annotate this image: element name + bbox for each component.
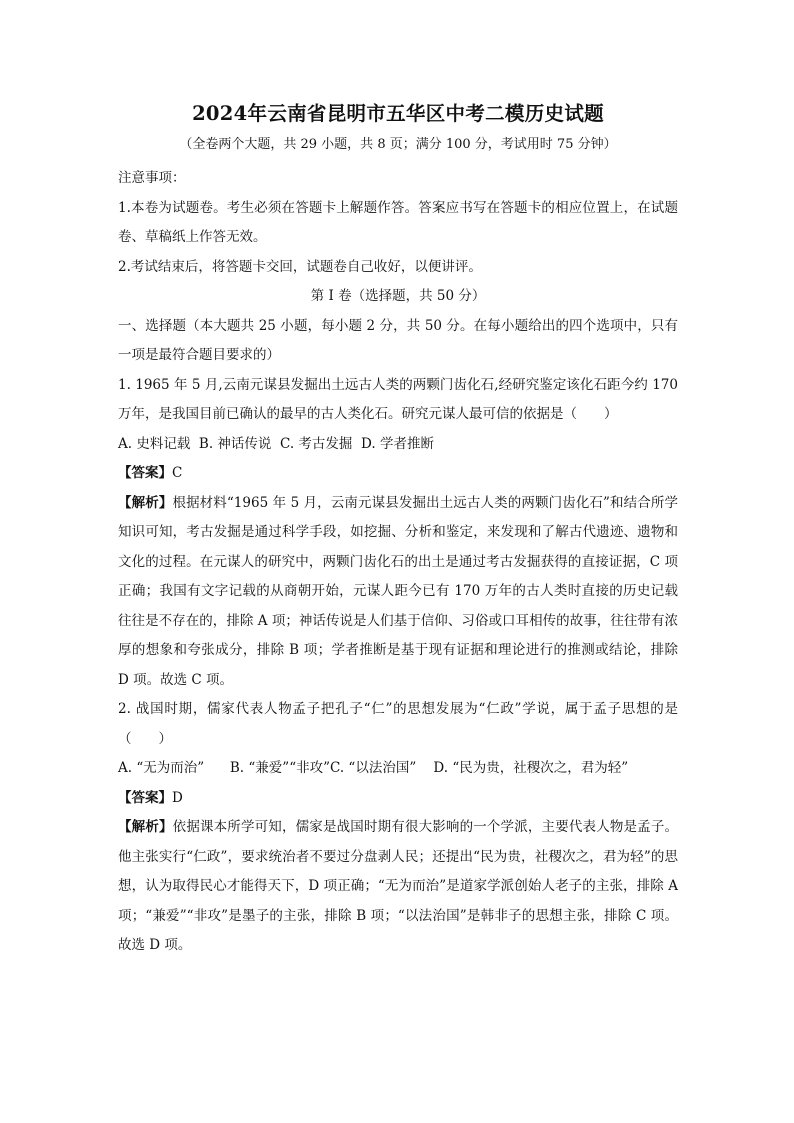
analysis-label: 【解析】	[118, 494, 173, 511]
analysis-block	[118, 489, 678, 696]
answer-label: 【答案】	[118, 465, 172, 481]
analysis-text: 根据材料“1965 年 5 月，云南元谋县发掘出土远古人类的两颗门齿化石”和结合所学知识可知，考古发掘是通过科学手段，如挖掘、分析和鉴定，来发现和了解古代遗迹、遗物和文化的过程。在元谋人的研究中，两颗门齿化石的出土是通过考古发掘获得的直接证据，C 项正确；我国有文字记载的从商朝开始，元谋人距今已有 170 万年的古人类时直接的历史记载往往是不存在的，排除 A 项；神话传说是人们基于信仰、习俗或口耳相传的故事，往往带有浓厚的想象和夸张成分，排除 B 项；学者推断是基于现有证据和理论进行的推测或结论，排除 D 项。故选 C 项。	[118, 494, 679, 688]
exam-title: 2024年云南省昆明市五华区中考二模历史试题	[192, 102, 604, 125]
page-content	[118, 100, 678, 961]
exam-subtitle: （全卷两个大题，共 29 小题，共 8 页；满分 100 分，考试用时 75 分钟）	[179, 137, 617, 152]
part-heading: 一、选择题（本大题共 25 小题，每小题 2 分，共 50 分。在每小题给出的四个选项中，只有一项是最符合题目要求的）	[118, 317, 678, 363]
question-stem: 1. 1965 年 5 月,云南元谋县发掘出土远古人类的两颗门齿化石,经研究鉴定该化石距今约 170 万年，是我国目前已确认的最早的古人类化石。研究元谋人最可信的依据是（ ）	[118, 376, 678, 422]
analysis-label: 【解析】	[118, 819, 173, 835]
notice-heading: 注意事项：	[118, 170, 186, 186]
answer-line	[118, 459, 678, 489]
notice-item-1: 1.本卷为试题卷。考生必须在答题卡上解题作答。答案应书写在答题卡的相应位置上，在试题卷、草稿纸上作答无效。	[118, 199, 678, 245]
answer-line	[118, 784, 678, 814]
analysis-text: 依据课本所学可知，儒家是战国时期有很大影响的一个学派，主要代表人物是孟子。他主张实行“仁政”，要求统治者不要过分盘剥人民；还提出“民为贵，社稷次之，君为轻”的思想，认为取得民心才能得天下，D 项正确；“无为而治”是道家学派创始人老子的主张，排除 A 项；“兼爱”“非攻”是墨子的主张，排除 B 项；“以法治国”是韩非子的思想主张，排除 C 项。故选 D 项。	[118, 819, 679, 953]
question-options: A. 史料记载 B. 神话传说 C. 考古发掘 D. 学者推断	[118, 435, 434, 452]
answer-value: C	[172, 465, 183, 481]
section-title: 第 I 卷（选择题，共 50 分）	[310, 288, 486, 304]
question-2	[118, 695, 678, 961]
notice-item-2: 2.考试结束后，将答题卡交回，试题卷自己收好，以便讲评。	[118, 258, 482, 275]
answer-value: D	[172, 789, 183, 806]
question-1	[118, 371, 678, 696]
question-stem: 2. 战国时期，儒家代表人物孟子把孔子“仁”的思想发展为“仁政”学说，属于孟子思想的是（ ）	[118, 701, 678, 747]
analysis-block	[118, 813, 678, 961]
answer-label: 【答案】	[118, 789, 172, 806]
question-options: A. “无为而治” B. “兼爱”“非攻”C. “以法治国” D. “民为贵，社稷次之，君为轻”	[118, 760, 629, 776]
